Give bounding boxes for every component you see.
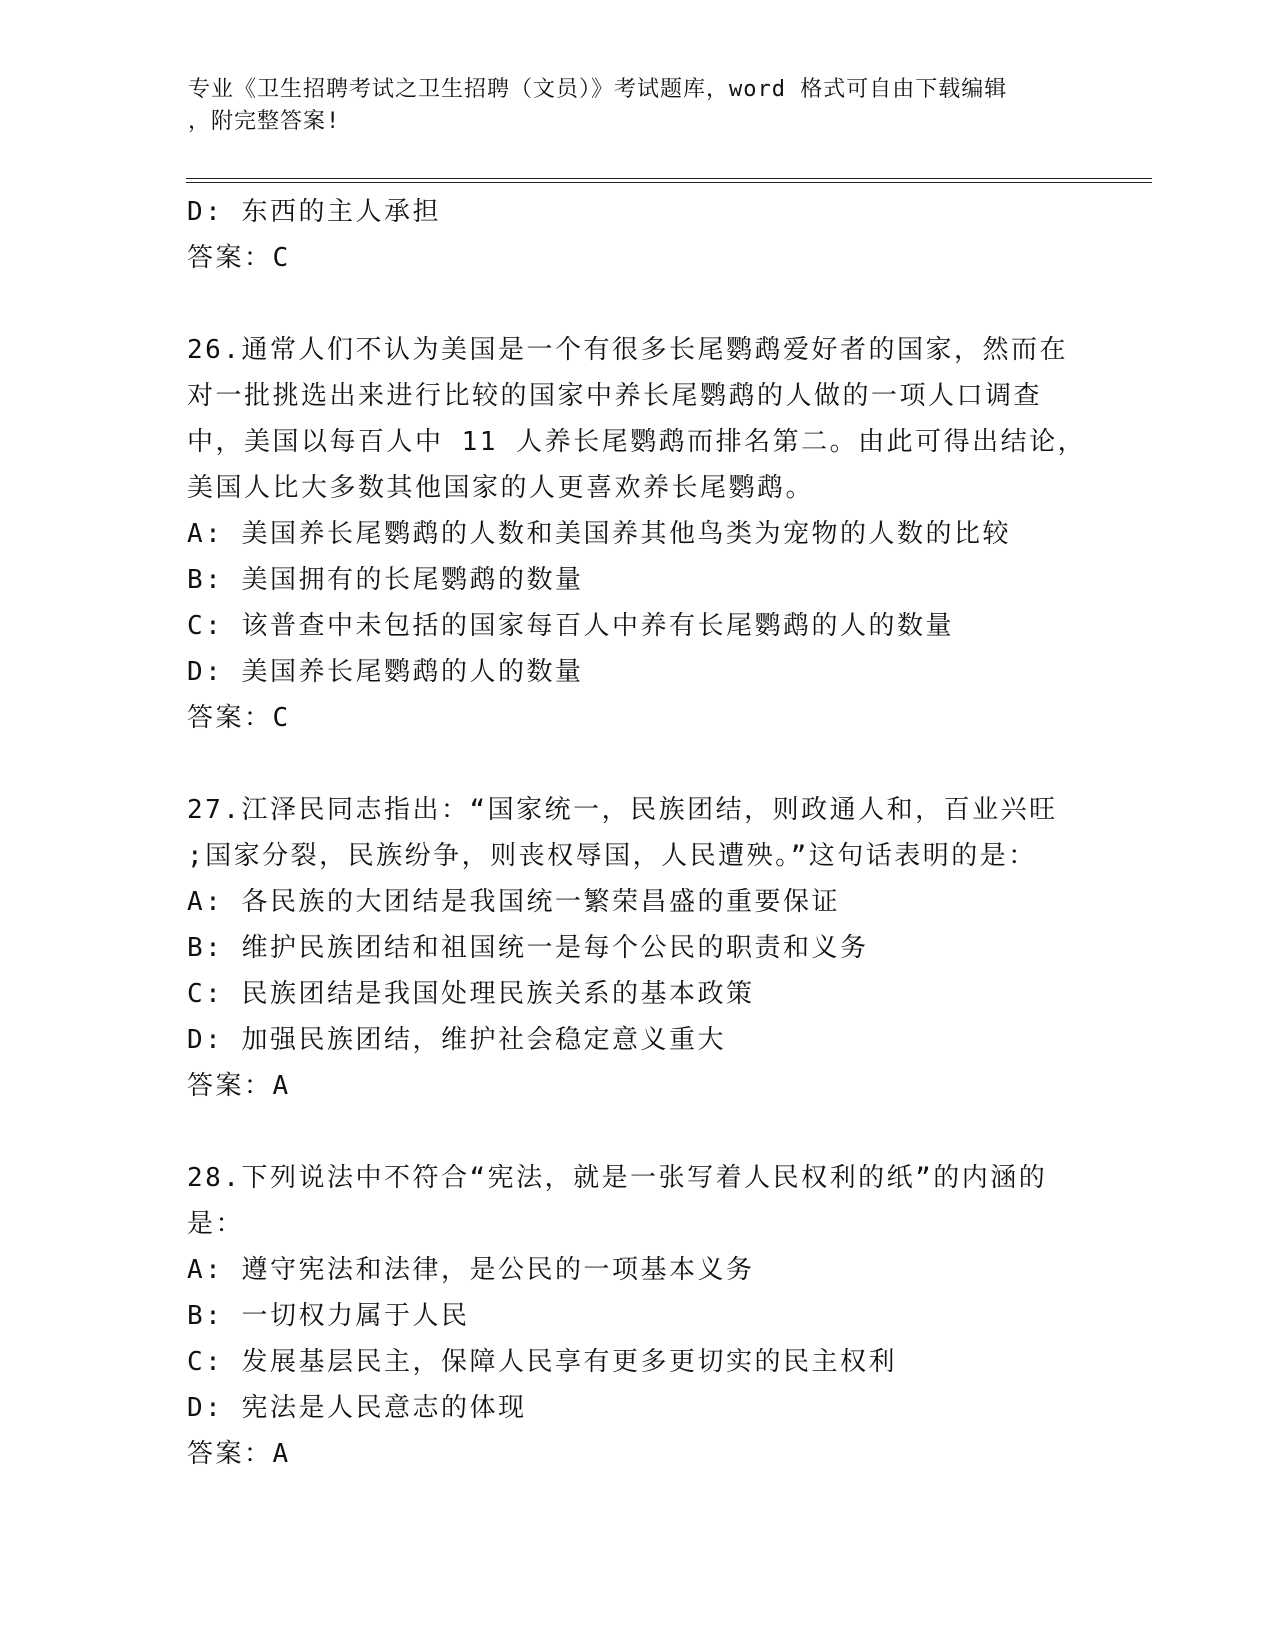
answer bbox=[187, 695, 1087, 741]
option-a: A: 各民族的大团结是我国统一繁荣昌盛的重要保证 bbox=[187, 887, 840, 917]
question-stem bbox=[187, 327, 1087, 511]
option-b: B: 一切权力属于人民 bbox=[187, 1301, 470, 1331]
question-stem bbox=[187, 787, 1087, 879]
answer-value: A bbox=[272, 1439, 291, 1469]
carryover-answer bbox=[187, 235, 1087, 281]
answer-label: 答案： bbox=[187, 1071, 273, 1101]
answer-label: 答案： bbox=[187, 243, 273, 273]
spacer bbox=[187, 1109, 1087, 1155]
question-28 bbox=[187, 1155, 1087, 1477]
stem-line: 对一批挑选出来进行比较的国家中养长尾鹦鹉的人做的一项人口调查 bbox=[187, 381, 1043, 411]
header-divider-top bbox=[186, 178, 1152, 179]
header-line-2: ，附完整答案! bbox=[188, 109, 341, 134]
stem-line: 中，美国以每百人中 11 人养长尾鹦鹉而排名第二。由此可得出结论， bbox=[187, 427, 1087, 457]
option-b: B: 美国拥有的长尾鹦鹉的数量 bbox=[187, 565, 584, 595]
stem-line: 27.江泽民同志指出：“国家统一，民族团结，则政通人和，百业兴旺 bbox=[187, 795, 1058, 825]
option-d: D: 宪法是人民意志的体现 bbox=[187, 1393, 527, 1423]
stem-line: 26.通常人们不认为美国是一个有很多长尾鹦鹉爱好者的国家，然而在 bbox=[187, 335, 1068, 365]
option-a: A: 遵守宪法和法律，是公民的一项基本义务 bbox=[187, 1255, 755, 1285]
question-stem bbox=[187, 1155, 1087, 1247]
option-d: D: 美国养长尾鹦鹉的人的数量 bbox=[187, 657, 584, 687]
header-line-1: 专业《卫生招聘考试之卫生招聘（文员）》考试题库，word 格式可自由下载编辑 bbox=[188, 77, 1008, 102]
spacer bbox=[187, 741, 1087, 787]
answer bbox=[187, 1063, 1087, 1109]
answer-label: 答案： bbox=[187, 703, 273, 733]
answer-label: 答案： bbox=[187, 1439, 273, 1469]
answer-value: C bbox=[272, 703, 291, 733]
answer bbox=[187, 1431, 1087, 1477]
option-c: C: 发展基层民主，保障人民享有更多更切实的民主权利 bbox=[187, 1347, 897, 1377]
stem-line: 美国人比大多数其他国家的人更喜欢养长尾鹦鹉。 bbox=[187, 473, 815, 503]
option-d: D: 加强民族团结，维护社会稳定意义重大 bbox=[187, 1025, 726, 1055]
question-list bbox=[187, 189, 1087, 1477]
stem-line: ;国家分裂，民族纷争，则丧权辱国，人民遭殃。”这句话表明的是： bbox=[187, 841, 1037, 871]
page-header bbox=[188, 74, 1078, 138]
question-27 bbox=[187, 787, 1087, 1109]
option-c: C: 该普查中未包括的国家每百人中养有长尾鹦鹉的人的数量 bbox=[187, 611, 954, 641]
stem-line: 28.下列说法中不符合“宪法，就是一张写着人民权利的纸”的内涵的 bbox=[187, 1163, 1048, 1193]
carryover-option-d: D: 东西的主人承担 bbox=[187, 197, 441, 227]
option-a: A: 美国养长尾鹦鹉的人数和美国养其他鸟类为宠物的人数的比较 bbox=[187, 519, 1011, 549]
header-divider-bottom bbox=[186, 182, 1152, 183]
stem-line: 是： bbox=[187, 1209, 245, 1239]
option-c: C: 民族团结是我国处理民族关系的基本政策 bbox=[187, 979, 755, 1009]
answer-value: A bbox=[272, 1071, 291, 1101]
option-b: B: 维护民族团结和祖国统一是每个公民的职责和义务 bbox=[187, 933, 869, 963]
question-26 bbox=[187, 327, 1087, 741]
answer-value: C bbox=[272, 243, 291, 273]
spacer bbox=[187, 281, 1087, 327]
